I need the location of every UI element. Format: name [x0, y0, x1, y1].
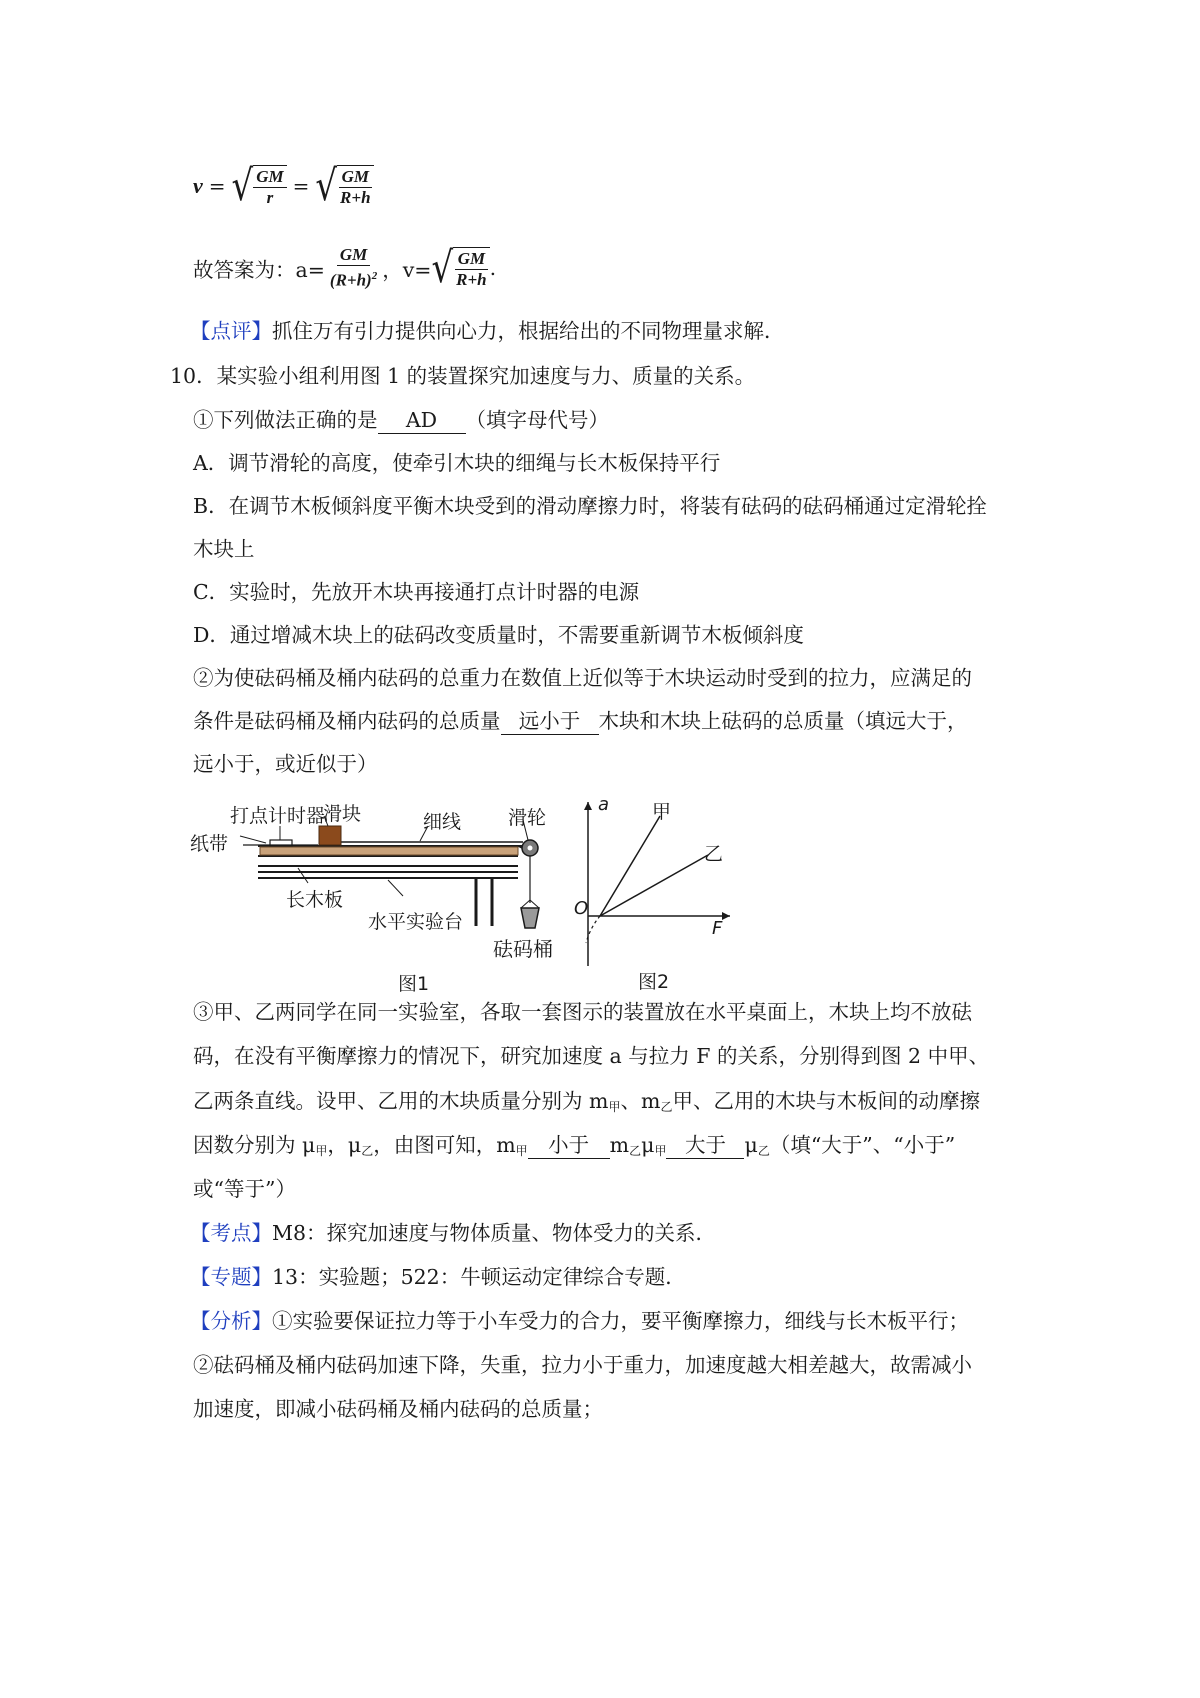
axis-label-a: a [598, 794, 610, 815]
part2-suffix: 木块和木块上砝码的总质量（填远大于， [598, 709, 968, 733]
subscript: 乙 [629, 1144, 642, 1158]
line-jia [600, 816, 660, 916]
figure-1-caption: 图1 [398, 973, 430, 995]
figure-2-graph [574, 788, 760, 993]
kaodian-text: M8：探究加速度与物体质量、物体受力的关系． [272, 1221, 717, 1245]
frac-den: r [266, 187, 274, 207]
sqrt-gm-rh: √ $\frac{GM}{R+h}$ [315, 165, 373, 208]
zhuanti-line [190, 1262, 686, 1292]
zhuanti-text: 13：实验题；522：牛顿运动定律综合专题． [272, 1265, 686, 1289]
fenxi-line1 [190, 1306, 969, 1336]
option-b-line1: B．在调节木板倾斜度平衡木块受到的滑动摩擦力时，将装有砝码的砝码桶通过定滑轮拴 [193, 494, 988, 518]
answer-blank-1: AD [378, 407, 466, 434]
text-seg: μ [641, 1133, 655, 1157]
frac-num: GM [455, 249, 488, 270]
frac-den: $(R+h)^2$ [329, 270, 378, 290]
frac-den: R+h [456, 269, 487, 289]
formula-v-eq1: = [208, 174, 226, 198]
comment-line [190, 316, 785, 346]
part2-line1: ②为使砝码桶及桶内砝码的总重力在数值上近似等于木块运动时受到的拉力，应满足的 [193, 666, 972, 690]
answer-line [193, 240, 496, 296]
part1-prefix: ①下列做法正确的是 [193, 408, 378, 432]
axis-label-f: F [712, 918, 723, 939]
text-seg: m [609, 1133, 630, 1157]
label-table: 水平实验台 [368, 911, 464, 933]
text-seg: （填“大于”、“小于” [769, 1133, 956, 1157]
label-slider: 滑块 [323, 803, 362, 825]
q10-stem [170, 361, 755, 391]
kaodian-tag: 【考点】 [190, 1221, 272, 1245]
label-jia: 甲 [652, 801, 672, 823]
fenxi-line2: ②砝码桶及桶内砝码加速下降，失重，拉力小于重力，加速度越大相差越大，故需减小 [193, 1353, 972, 1377]
answer-blank-3: 小于 [528, 1132, 610, 1159]
option-d: D．通过增减木块上的砝码改变质量时，不需要重新调节木板倾斜度 [193, 623, 804, 647]
formula-v-eq2: = [292, 174, 310, 198]
subscript: 甲 [515, 1144, 528, 1158]
part3-line1: ③甲、乙两同学在同一实验室，各取一套图示的装置放在水平桌面上，木块上均不放砝 [193, 1000, 972, 1024]
part1-suffix: （填字母代号） [465, 408, 609, 432]
subscript: 甲 [315, 1144, 328, 1158]
answer-sep: ，v= [382, 258, 432, 282]
comment-text: 抓住万有引力提供向心力，根据给出的不同物理量求解． [272, 319, 785, 343]
part3-line4 [193, 1130, 955, 1163]
subscript: 乙 [361, 1144, 374, 1158]
line-yi [600, 855, 708, 916]
long-board [260, 847, 518, 855]
label-thread: 细线 [423, 811, 462, 833]
part2-prefix: 条件是砝码桶及桶内砝码的总质量 [193, 709, 501, 733]
fenxi-tag: 【分析】 [190, 1309, 272, 1333]
label-timer: 打点计时器 [230, 805, 326, 827]
option-c: C．实验时，先放开木块再接通打点计时器的电源 [193, 580, 640, 604]
sqrt-gm-r: √ $\frac{GM}{r}$ [232, 165, 287, 208]
label-pulley: 滑轮 [508, 807, 547, 829]
subscript: 甲 [654, 1144, 667, 1158]
part2-line2 [193, 706, 968, 736]
subscript: 乙 [660, 1100, 673, 1114]
text-seg: 因数分别为 μ [193, 1133, 316, 1157]
part2-line3: 远小于，或近似于） [193, 752, 378, 776]
frac-den: R+h [340, 187, 371, 207]
frac-num: GM [253, 167, 286, 188]
comment-tag: 【点评】 [190, 319, 272, 343]
part3-line2: 码，在没有平衡摩擦力的情况下，研究加速度 a 与拉力 F 的关系，分别得到图 2 中甲、 [193, 1044, 990, 1068]
figure-1-apparatus [188, 788, 578, 993]
answer-end: . [489, 256, 497, 280]
text-seg: 、m [620, 1089, 661, 1113]
part3-line3 [193, 1086, 980, 1119]
option-a: A．调节滑轮的高度，使牵引木块的细绳与长木板保持平行 [193, 451, 721, 475]
text-seg: 甲、乙用的木块与木板间的动摩擦 [672, 1089, 980, 1113]
label-yi: 乙 [704, 843, 724, 865]
frac-num: GM [339, 167, 372, 188]
answer-blank-4: 大于 [666, 1132, 744, 1159]
label-bucket: 砝码桶 [493, 937, 553, 961]
text-seg: 乙两条直线。设甲、乙用的木块质量分别为 m [193, 1089, 609, 1113]
answer-v-sqrt: √ $\frac{GM}{R+h}$ [431, 247, 489, 290]
weight-bucket [521, 908, 539, 928]
part3-line5: 或“等于”） [193, 1177, 296, 1201]
label-board: 长木板 [286, 889, 344, 911]
q10-stem-text: 某实验小组利用图 1 的装置探究加速度与力、质量的关系。 [216, 364, 756, 388]
q10-part1 [193, 405, 609, 435]
text-seg: ，由图可知，m [373, 1133, 516, 1157]
fenxi-text-1: ①实验要保证拉力等于小车受力的合力，要平衡摩擦力，细线与长木板平行； [272, 1309, 969, 1333]
formula-v-lhs: v [193, 173, 203, 198]
subscript: 乙 [757, 1144, 770, 1158]
slider-block [319, 826, 341, 845]
subscript: 甲 [608, 1100, 621, 1114]
answer-prefix: 故答案为：a= [193, 258, 325, 282]
frac-num: GM [337, 245, 370, 266]
answer-a-fraction [327, 245, 380, 291]
answer-blank-2: 远小于 [501, 708, 599, 735]
q10-number: 10． [170, 364, 217, 388]
origin-label: O [574, 898, 589, 919]
figure-2-caption: 图2 [638, 971, 670, 993]
option-b-line2: 木块上 [193, 537, 255, 561]
text-seg: ，μ [327, 1133, 362, 1157]
label-tape: 纸带 [190, 833, 229, 855]
kaodian-line [190, 1218, 716, 1248]
formula-v [193, 160, 374, 212]
zhuanti-tag: 【专题】 [190, 1265, 272, 1289]
fenxi-line3: 加速度，即减小砝码桶及桶内砝码的总质量； [193, 1397, 603, 1421]
text-seg: μ [744, 1133, 758, 1157]
